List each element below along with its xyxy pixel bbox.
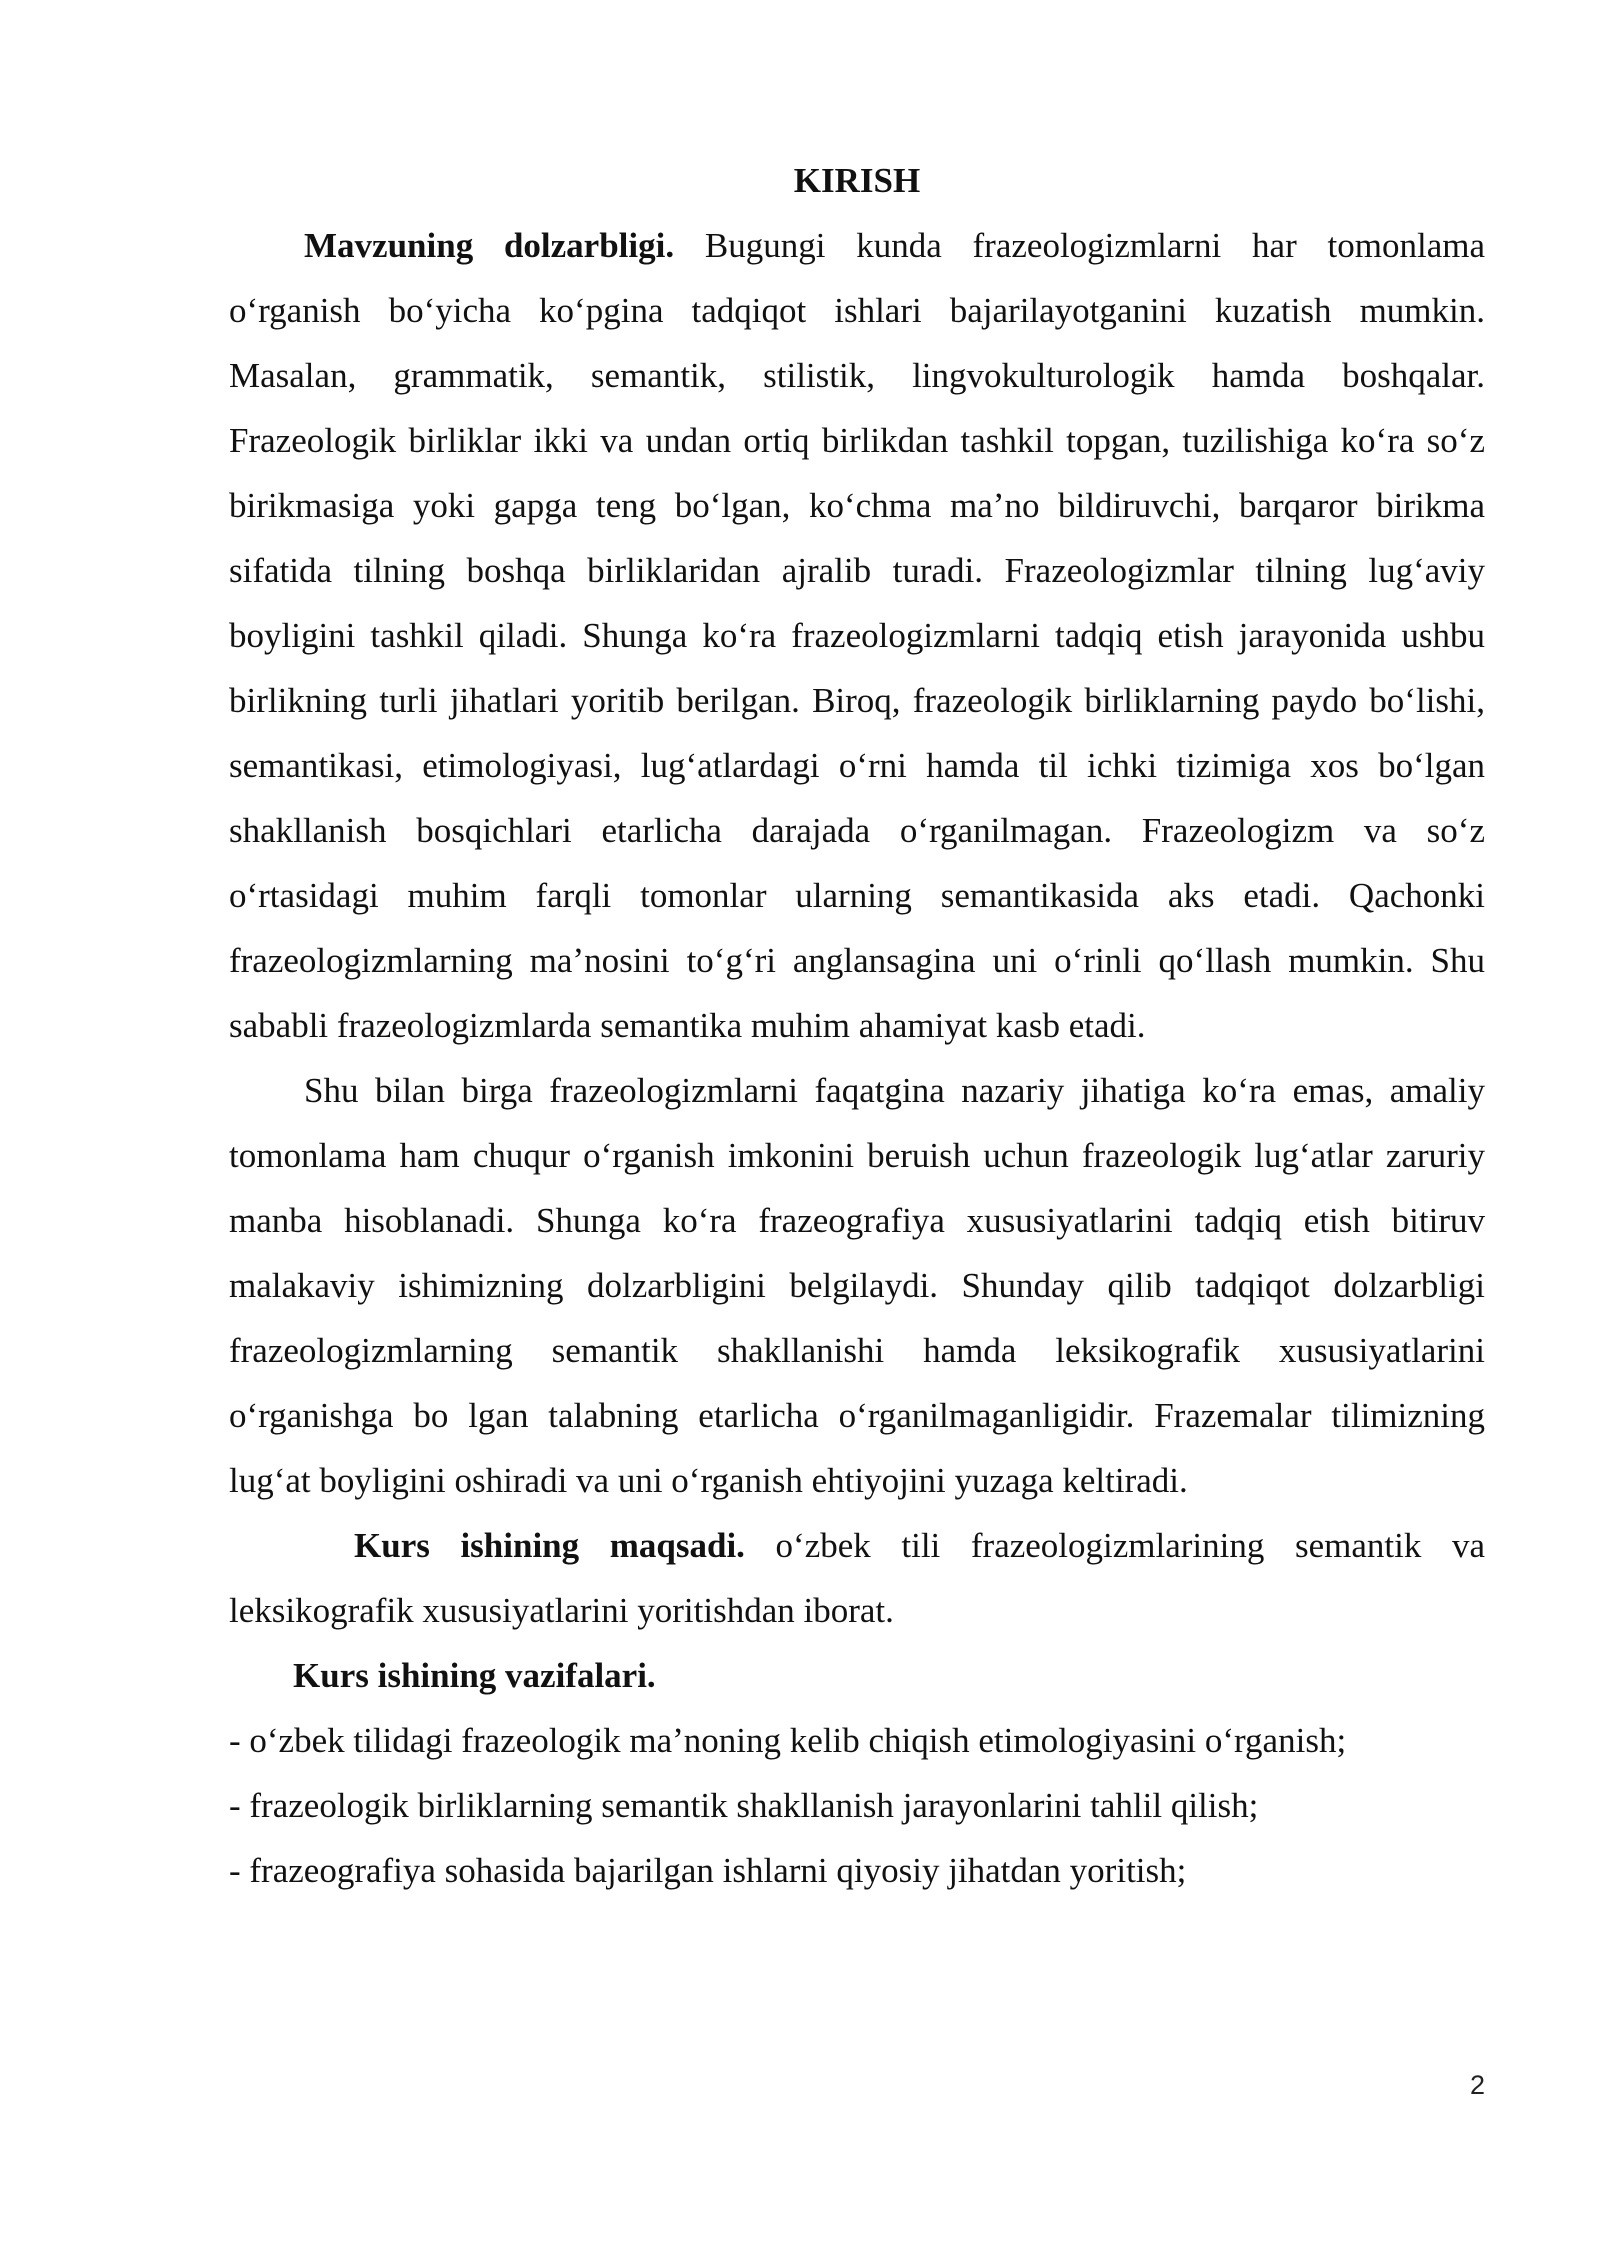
paragraph-text: Bugungi kunda frazeologizmlarni har tomonlama oʻrganish boʻyicha koʻpgina tadqiqot ishlari bajarilayotganini kuzatish mumkin. Masalan, grammatik, semantik, stilistik, lingvokulturologik hamda boshqalar. Frazeologik birliklar ikki va undan ortiq birlikdan tashkil topgan, tuzilishiga koʻra soʻz birikmasiga yoki gapga teng boʻlgan, koʻchma maʼno bildiruvchi, barqaror birikma sifatida tilning boshqa birliklaridan ajralib turadi. Frazeologizmlar tilning lugʻaviy boyligini tashkil qiladi. Shunga koʻra frazeologizmlarni tadqiq etish jarayonida ushbu birlikning turli jihatlari yoritib berilgan. Biroq, frazeologik birliklarning paydo boʻlishi, semantikasi, etimologiyasi, lugʻatlardagi oʻrni hamda til ichki tizimiga xos boʻlgan shakllanish bosqichlari etarlicha darajada oʻrganilmagan. Frazeologizm va soʻz oʻrtasidagi muhim farqli tomonlar ularning semantikasida aks etadi. Qachonki frazeologizmlarning maʼnosini toʻgʻri anglansagina uni oʻrinli qoʻllash mumkin. Shu sababli frazeologizmlarda semantika muhim ahamiyat kasb etadi. xyxy=(229,226,1485,1045)
page-number: 2 xyxy=(1469,2070,1485,2100)
paragraph-text: oʻzbek tili frazeologizmlarining semantik va leksikografik xususiyatlarini yoritishdan iborat. xyxy=(229,1526,1485,1630)
paragraph-continuation xyxy=(229,1058,1485,1513)
paragraph-tasks-heading xyxy=(229,1643,1485,1708)
paragraph-relevance xyxy=(229,213,1485,1058)
paragraph-lead: Kurs ishining maqsadi. xyxy=(354,1526,745,1565)
list-item: - oʻzbek tilidagi frazeologik maʼnoning kelib chiqish etimologiyasini oʻrganish; xyxy=(229,1721,1347,1760)
list-item: - frazeologik birliklarning semantik shakllanish jarayonlarini tahlil qilish; xyxy=(229,1786,1259,1825)
paragraph-goal xyxy=(229,1513,1485,1643)
paragraph-lead: Mavzuning dolzarbligi. xyxy=(304,226,675,265)
list-item: - frazeografiya sohasida bajarilgan ishlarni qiyosiy jihatdan yoritish; xyxy=(229,1851,1187,1890)
document-page xyxy=(229,148,1485,1903)
section-heading: KIRISH xyxy=(793,161,921,200)
paragraph-lead: Kurs ishining vazifalari. xyxy=(293,1656,656,1695)
paragraph-text: Shu bilan birga frazeologizmlarni faqatgina nazariy jihatiga koʻra emas, amaliy tomonlama ham chuqur oʻrganish imkonini beruish uchun frazeologik lugʻatlar zaruriy manba hisoblanadi. Shunga koʻra frazeografiya xususiyatlarini tadqiq etish bitiruv malakaviy ishimizning dolzarbligini belgilaydi. Shunday qilib tadqiqot dolzarbligi frazeologizmlarning semantik shakllanishi hamda leksikografik xususiyatlarini oʻrganishga bo lgan talabning etarlicha oʻrganilmaganligidir. Frazemalar tilimizning lugʻat boyligini oshiradi va uni oʻrganish ehtiyojini yuzaga keltiradi. xyxy=(229,1071,1485,1500)
